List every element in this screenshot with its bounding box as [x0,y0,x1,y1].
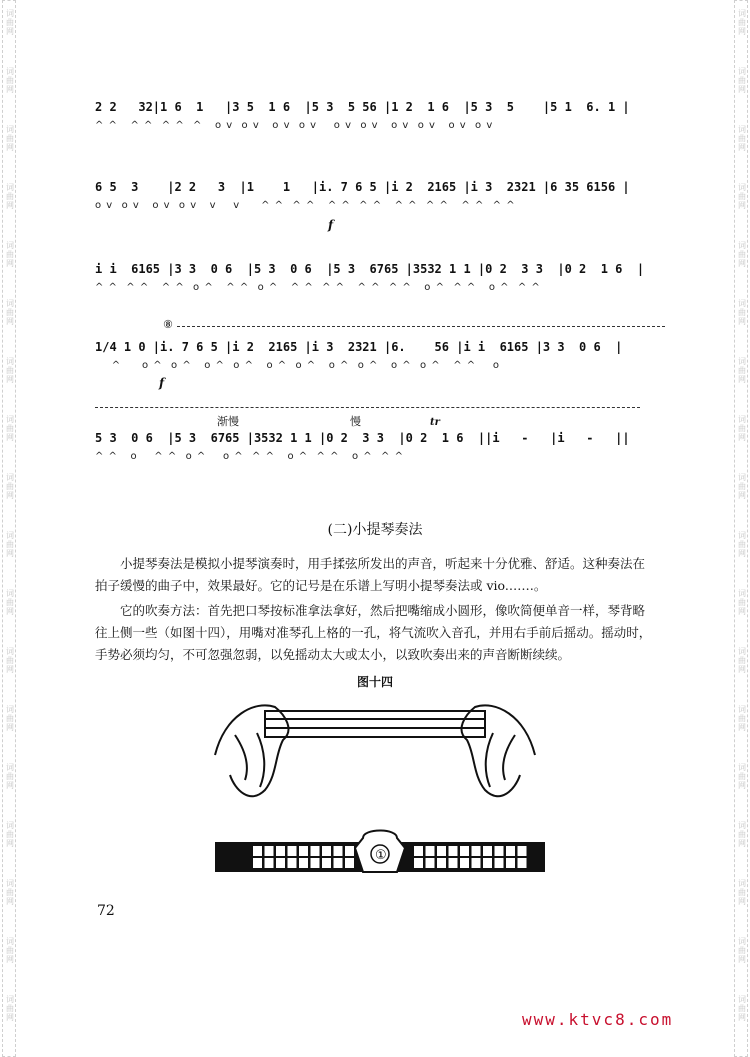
notes: 1/4 1 0 |i. 7 6 5 |i 2 2165 |i 3 2321 |6. 56 |i i 6165 |3 3 0 6 | [95,340,623,354]
figure-caption: 图十四 [356,675,393,689]
notes: 6 5 3 |2 2 3 |1 1 |i. 7 6 5 |i 2 2165 |i 3 2321 |6 35 6156 | [95,180,630,194]
watermark-glyphs: 词 曲 网 [738,937,746,964]
paragraph-1: 小提琴奏法是模拟小提琴演奏时，用手揉弦所发出的声音，听起来十分优雅、舒适。这种奏法在拍子缓慢的曲子中，效果最好。它的记号是在乐谱上写明小提琴奏法或 vio.……。 [95,556,646,593]
site-watermark: www.ktvc8.com [522,1010,674,1029]
tempo-slow: 慢 [350,415,361,428]
articulation-marks: o v o v o v o v v v ^ ^ ^ ^ ^ ^ ^ ^ ^ ^ ^ ^ ^ ^ ^ ^ [95,200,516,211]
watermark-glyphs: 词 曲 网 [738,705,746,732]
watermark-glyphs: 词 曲 网 [738,241,746,268]
watermark-glyphs: 词 曲 网 [738,125,746,152]
watermark-glyphs: 词 曲 网 [6,589,14,616]
watermark-glyphs: 词 曲 网 [6,473,14,500]
phrase-bracket [95,407,640,408]
watermark-glyphs: 词 曲 网 [6,415,14,442]
score-row-1 [95,100,665,150]
page-number: 72 [97,903,115,919]
score-row-5 [95,405,665,462]
watermark-glyphs: 词 曲 网 [738,473,746,500]
watermark-glyphs: 词 曲 网 [6,879,14,906]
rehearsal-mark: ⑧ [163,318,173,331]
watermark-glyphs: 词 曲 网 [738,995,746,1022]
articulation-marks: ^ ^ ^ ^ ^ ^ ^ o v o v o v o v o v o v o v o v o v o v [95,120,494,131]
watermark-glyphs: 词 曲 网 [6,531,14,558]
score-row-3 [95,262,665,312]
watermark-glyphs: 词 曲 网 [6,299,14,326]
watermark-glyphs: 词 曲 网 [738,9,746,36]
score-row-4 [95,318,665,390]
score-row-2 [95,180,665,230]
tempo-rit: 渐慢 [217,415,239,428]
notes: i i 6165 |3 3 0 6 |5 3 0 6 |5 3 6765 |3532 1 1 |0 2 3 3 |0 2 1 6 | [95,262,645,276]
watermark-glyphs: 词 曲 网 [738,821,746,848]
watermark-glyphs: 词 曲 网 [6,937,14,964]
watermark-glyphs: 词 曲 网 [738,589,746,616]
articulation-marks: ^ ^ ^ ^ ^ ^ o ^ ^ ^ o ^ ^ ^ ^ ^ ^ ^ ^ ^ o ^ ^ ^ o ^ ^ ^ [95,282,541,293]
watermark-glyphs: 词 曲 网 [6,357,14,384]
watermark-glyphs: 词 曲 网 [6,705,14,732]
phrase-bracket [177,326,665,327]
watermark-glyphs: 词 曲 网 [6,821,14,848]
watermark-glyphs: 词 曲 网 [738,67,746,94]
watermark-glyphs: 词 曲 网 [738,763,746,790]
watermark-glyphs: 词 曲 网 [6,9,14,36]
articulation-marks: ^ o ^ o ^ o ^ o ^ o ^ o ^ o ^ o ^ o ^ o ^ ^ ^ o [95,360,500,371]
watermark-glyphs: 词 曲 网 [6,125,14,152]
watermark-glyphs: 词 曲 网 [738,357,746,384]
watermark-glyphs: 词 曲 网 [738,531,746,558]
watermark-glyphs: 词 曲 网 [738,647,746,674]
watermark-glyphs: 词 曲 网 [738,299,746,326]
watermark-glyphs: 词 曲 网 [6,647,14,674]
dynamic-forte: f [159,376,165,390]
notes: 2 2 32|1 6 1 |3 5 1 6 |5 3 5 56 |1 2 1 6 |5 3 5 |5 1 6. 1 | [95,100,630,114]
figure-hands-harmonica [205,695,545,815]
notes: 5 3 0 6 |5 3 6765 |3532 1 1 |0 2 3 3 |0 2 1 6 ||i - |i - || [95,431,630,445]
watermark-glyphs: 词 曲 网 [738,183,746,210]
watermark-glyphs: 词 曲 网 [738,415,746,442]
watermark-glyphs: 词 曲 网 [6,995,14,1022]
section-title: (二)小提琴奏法 [327,522,423,538]
watermark-glyphs: 词 曲 网 [6,67,14,94]
harmonica-badge: ① [375,848,387,863]
watermark-glyphs: 词 曲 网 [6,183,14,210]
dynamic-forte: f [328,218,334,232]
articulation-marks: ^ ^ o ^ ^ o ^ o ^ ^ ^ o ^ ^ ^ o ^ ^ ^ [95,451,404,462]
watermark-glyphs: 词 曲 网 [738,879,746,906]
trill-mark: tr [430,417,440,428]
watermark-glyphs: 词 曲 网 [6,763,14,790]
watermark-glyphs: 词 曲 网 [6,241,14,268]
paragraph-2: 它的吹奏方法：首先把口琴按标准拿法拿好，然后把嘴缩成小圆形，像吹简便单音一样，琴背略往上侧一些（如图十四），用嘴对准琴孔上格的一孔，将气流吹入音孔，并用右手前后摇动。摇动时，手势必须均匀，不可忽强忽弱，以免摇动太大或太小，以致吹奏出来的声音断断续续。 [95,603,652,662]
harmonica-diagram [215,828,545,876]
